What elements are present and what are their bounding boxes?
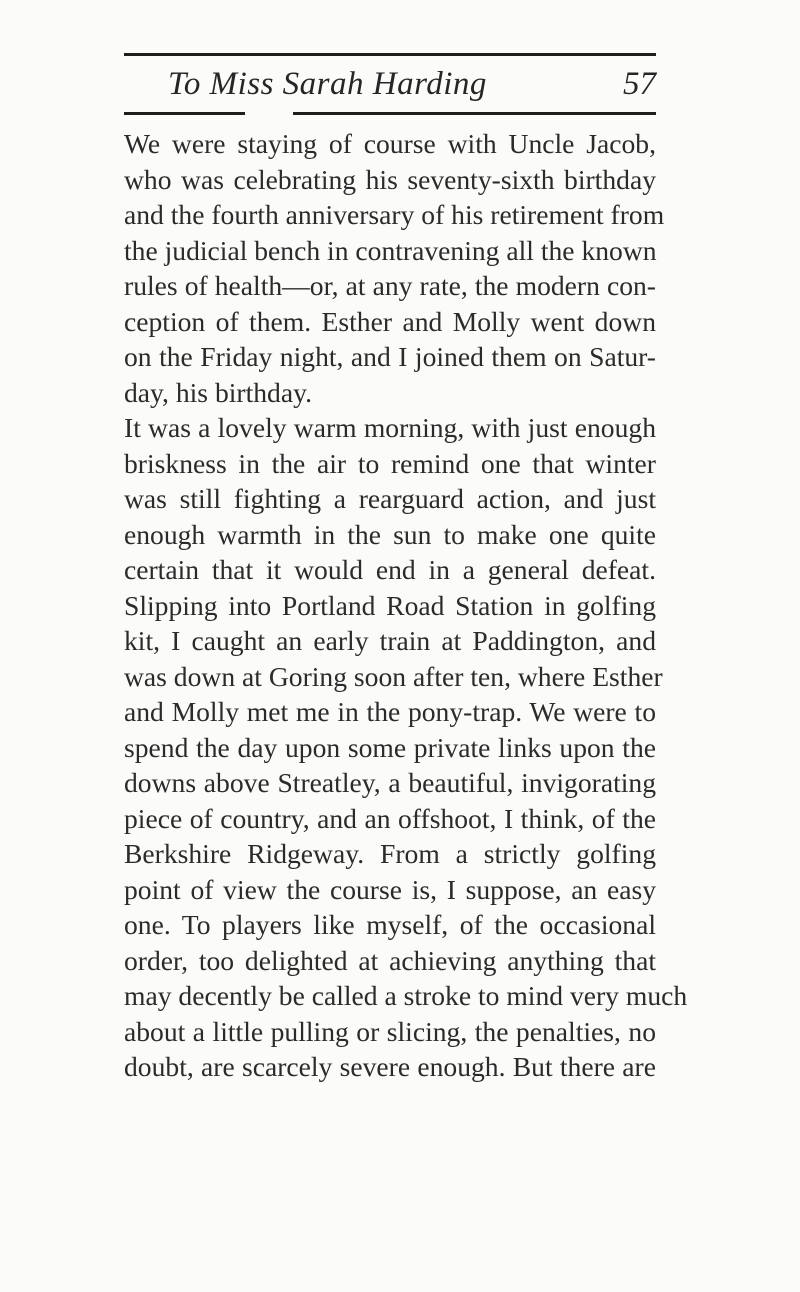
text-line: one. To players like myself, of the occasional — [124, 909, 656, 940]
text-line: on the Friday night, and I joined them on Satur- — [124, 341, 656, 372]
header-rule-bottom-left — [124, 112, 245, 115]
text-line: point of view the course is, I suppose, an easy — [124, 873, 656, 905]
text-line: spend the day upon some private links upon the — [124, 731, 656, 763]
text-line: ception of them. Esther and Molly went down — [124, 305, 656, 337]
text-line: was still fighting a rearguard action, and just — [124, 483, 656, 514]
running-title: To Miss Sarah Harding — [168, 66, 487, 102]
text-line: enough warmth in the sun to make one quite — [124, 518, 656, 550]
running-head — [124, 60, 656, 110]
text-line: briskness in the air to remind one that winter — [124, 447, 656, 479]
text-line: Slipping into Portland Road Station in golfing — [124, 589, 656, 621]
text-line: downs above Streatley, a beautiful, invigorating — [124, 767, 656, 798]
body-text — [124, 126, 688, 1085]
text-line: and Molly met me in the pony-trap. We were to — [124, 696, 656, 727]
header-rule-bottom-right — [293, 112, 656, 115]
page-number: 57 — [623, 66, 656, 102]
text-line: We were staying of course with Uncle Jacob, — [124, 128, 656, 159]
text-line: about a little pulling or slicing, the penalties, no — [124, 1015, 656, 1047]
text-line: Berkshire Ridgeway. From a strictly golfing — [124, 838, 656, 869]
text-line: who was celebrating his seventy-sixth birthday — [124, 163, 656, 195]
text-line: was down at Goring soon after ten, where Esther — [124, 660, 663, 692]
header-rule-top — [124, 53, 656, 56]
text-line: the judicial bench in contravening all the known — [124, 234, 657, 266]
text-line: It was a lovely warm morning, with just enough — [124, 412, 656, 443]
text-line: rules of health—or, at any rate, the modern con- — [124, 270, 656, 301]
text-line: and the fourth anniversary of his retirement from — [124, 199, 665, 230]
text-line: order, too delighted at achieving anything that — [124, 944, 656, 976]
text-line: kit, I caught an early train at Paddington, and — [124, 625, 656, 656]
text-line: doubt, are scarcely severe enough. But there are — [124, 1051, 656, 1082]
text-line: may decently be called a stroke to mind very much — [124, 980, 688, 1011]
text-line: piece of country, and an offshoot, I think, of the — [124, 802, 656, 834]
text-line: certain that it would end in a general defeat. — [124, 554, 656, 585]
text-line: day, his birthday. — [124, 376, 313, 408]
